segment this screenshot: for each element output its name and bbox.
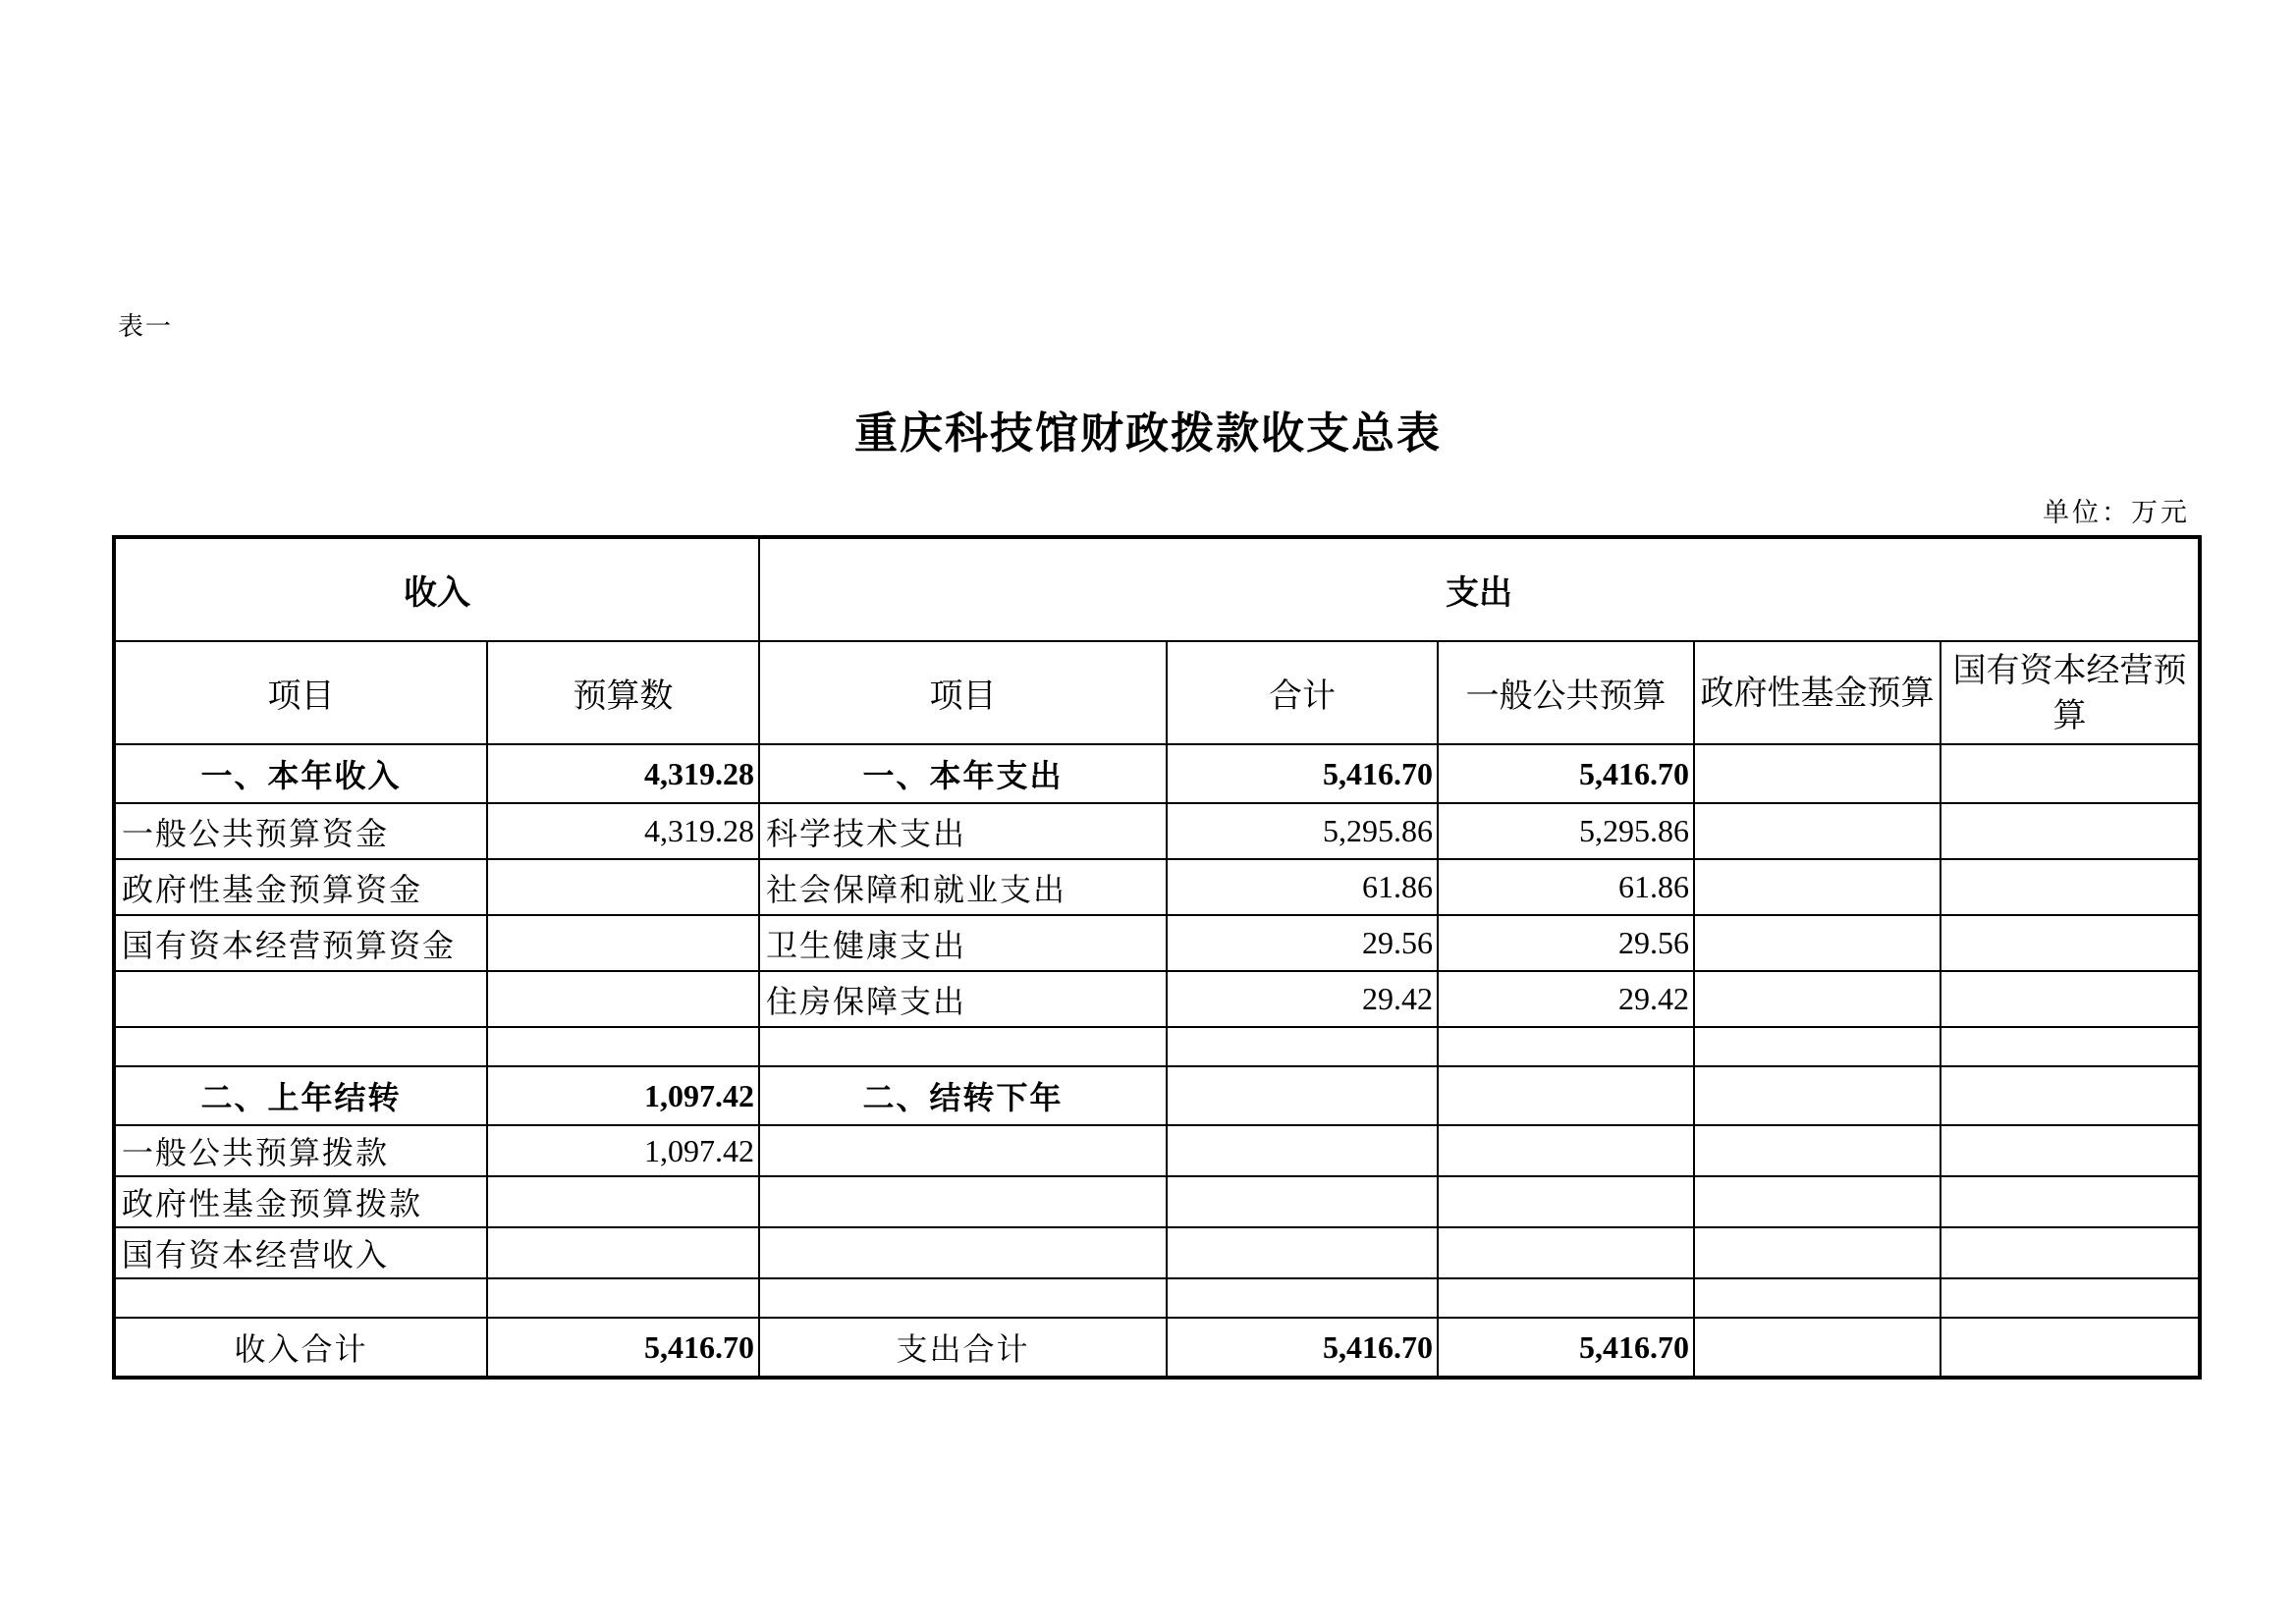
state-capital-cell — [1941, 803, 2200, 859]
table-label: 表一 — [118, 312, 174, 342]
page-title: 重庆科技馆财政拨款收支总表 — [854, 408, 1442, 459]
gov-fund-cell — [1694, 859, 1941, 915]
income-item-cell: 政府性基金预算拨款 — [114, 1176, 487, 1227]
gov-fund-cell — [1694, 744, 1941, 803]
general-budget-cell — [1438, 1027, 1694, 1066]
income-item-cell: 国有资本经营预算资金 — [114, 915, 487, 971]
general-budget-cell — [1438, 1066, 1694, 1125]
expense-total-cell — [1167, 1027, 1438, 1066]
expense-item-cell — [759, 1125, 1167, 1176]
unit-label: 单位：万元 — [2043, 498, 2190, 528]
general-budget-header: 一般公共预算 — [1438, 641, 1694, 744]
expense-item-cell: 二、结转下年 — [759, 1066, 1167, 1125]
state-capital-cell — [1941, 744, 2200, 803]
income-amount-cell: 1,097.42 — [487, 1125, 759, 1176]
income-amount-cell — [487, 1027, 759, 1066]
table-row — [114, 1176, 2200, 1227]
income-item-cell — [114, 1278, 487, 1318]
gov-fund-total — [1694, 1318, 1941, 1378]
income-item-cell — [114, 971, 487, 1027]
table-row-total — [114, 1318, 2200, 1378]
state-capital-cell — [1941, 859, 2200, 915]
state-capital-cell — [1941, 1027, 2200, 1066]
income-total-label: 收入合计 — [114, 1318, 487, 1378]
income-amount-cell: 1,097.42 — [487, 1066, 759, 1125]
income-amount-cell — [487, 1176, 759, 1227]
income-amount-cell — [487, 1278, 759, 1318]
expense-item-header: 项目 — [759, 641, 1167, 744]
expense-item-cell: 卫生健康支出 — [759, 915, 1167, 971]
expense-total-cell — [1167, 1227, 1438, 1278]
header-row-sub — [114, 641, 2200, 744]
table-row — [114, 1278, 2200, 1318]
expense-item-cell — [759, 1176, 1167, 1227]
state-capital-cell — [1941, 1227, 2200, 1278]
table-row — [114, 1066, 2200, 1125]
income-header: 收入 — [114, 537, 759, 641]
general-budget-cell: 5,416.70 — [1438, 744, 1694, 803]
expense-total-header: 合计 — [1167, 641, 1438, 744]
expense-total-cell: 5,295.86 — [1167, 803, 1438, 859]
expense-item-cell — [759, 1027, 1167, 1066]
gov-fund-cell — [1694, 1125, 1941, 1176]
income-item-cell: 政府性基金预算资金 — [114, 859, 487, 915]
gov-fund-cell — [1694, 915, 1941, 971]
expense-total-cell: 5,416.70 — [1167, 744, 1438, 803]
income-amount-cell — [487, 971, 759, 1027]
income-item-cell: 二、上年结转 — [114, 1066, 487, 1125]
general-budget-cell: 5,295.86 — [1438, 803, 1694, 859]
income-item-cell: 国有资本经营收入 — [114, 1227, 487, 1278]
state-capital-cell — [1941, 971, 2200, 1027]
table-row — [114, 915, 2200, 971]
expense-total-cell: 29.42 — [1167, 971, 1438, 1027]
income-amount-cell — [487, 915, 759, 971]
income-item-cell: 一般公共预算资金 — [114, 803, 487, 859]
header-row-top — [114, 537, 2200, 641]
income-item-cell: 一般公共预算拨款 — [114, 1125, 487, 1176]
budget-summary-table — [112, 535, 2202, 1380]
table-row — [114, 1027, 2200, 1066]
general-budget-cell: 29.56 — [1438, 915, 1694, 971]
general-budget-cell — [1438, 1278, 1694, 1318]
gov-fund-cell — [1694, 1278, 1941, 1318]
expense-total-cell: 29.56 — [1167, 915, 1438, 971]
expense-total-cell — [1167, 1066, 1438, 1125]
table-row — [114, 971, 2200, 1027]
gov-fund-cell — [1694, 1027, 1941, 1066]
expense-header: 支出 — [759, 537, 2200, 641]
income-item-cell: 一、本年收入 — [114, 744, 487, 803]
general-budget-cell — [1438, 1227, 1694, 1278]
gov-fund-cell — [1694, 1066, 1941, 1125]
state-capital-total — [1941, 1318, 2200, 1378]
state-capital-cell — [1941, 1278, 2200, 1318]
general-budget-cell: 29.42 — [1438, 971, 1694, 1027]
table-row — [114, 859, 2200, 915]
expense-total-label: 支出合计 — [759, 1318, 1167, 1378]
income-item-cell — [114, 1027, 487, 1066]
income-amount-cell — [487, 1227, 759, 1278]
income-amount-cell: 4,319.28 — [487, 744, 759, 803]
gov-fund-cell — [1694, 971, 1941, 1027]
expense-item-cell: 住房保障支出 — [759, 971, 1167, 1027]
state-capital-cell — [1941, 1066, 2200, 1125]
gov-fund-cell — [1694, 803, 1941, 859]
income-total-amount: 5,416.70 — [487, 1318, 759, 1378]
expense-item-cell: 一、本年支出 — [759, 744, 1167, 803]
state-capital-cell — [1941, 1176, 2200, 1227]
gov-fund-cell — [1694, 1176, 1941, 1227]
expense-total-cell: 61.86 — [1167, 859, 1438, 915]
expense-item-cell: 社会保障和就业支出 — [759, 859, 1167, 915]
expense-item-cell — [759, 1278, 1167, 1318]
expense-item-cell — [759, 1227, 1167, 1278]
table-row — [114, 803, 2200, 859]
income-amount-cell: 4,319.28 — [487, 803, 759, 859]
state-capital-cell — [1941, 915, 2200, 971]
general-budget-cell — [1438, 1176, 1694, 1227]
general-budget-total: 5,416.70 — [1438, 1318, 1694, 1378]
income-budget-header: 预算数 — [487, 641, 759, 744]
expense-total-cell — [1167, 1278, 1438, 1318]
general-budget-cell: 61.86 — [1438, 859, 1694, 915]
gov-fund-cell — [1694, 1227, 1941, 1278]
state-capital-cell — [1941, 1125, 2200, 1176]
expense-item-cell: 科学技术支出 — [759, 803, 1167, 859]
expense-total-cell — [1167, 1176, 1438, 1227]
gov-fund-budget-header: 政府性基金预算 — [1694, 641, 1941, 744]
table-row — [114, 744, 2200, 803]
state-capital-budget-header: 国有资本经营预算 — [1941, 641, 2200, 744]
income-amount-cell — [487, 859, 759, 915]
table-row — [114, 1125, 2200, 1176]
general-budget-cell — [1438, 1125, 1694, 1176]
income-item-header: 项目 — [114, 641, 487, 744]
table-row — [114, 1227, 2200, 1278]
expense-total-cell — [1167, 1125, 1438, 1176]
expense-total-amount: 5,416.70 — [1167, 1318, 1438, 1378]
